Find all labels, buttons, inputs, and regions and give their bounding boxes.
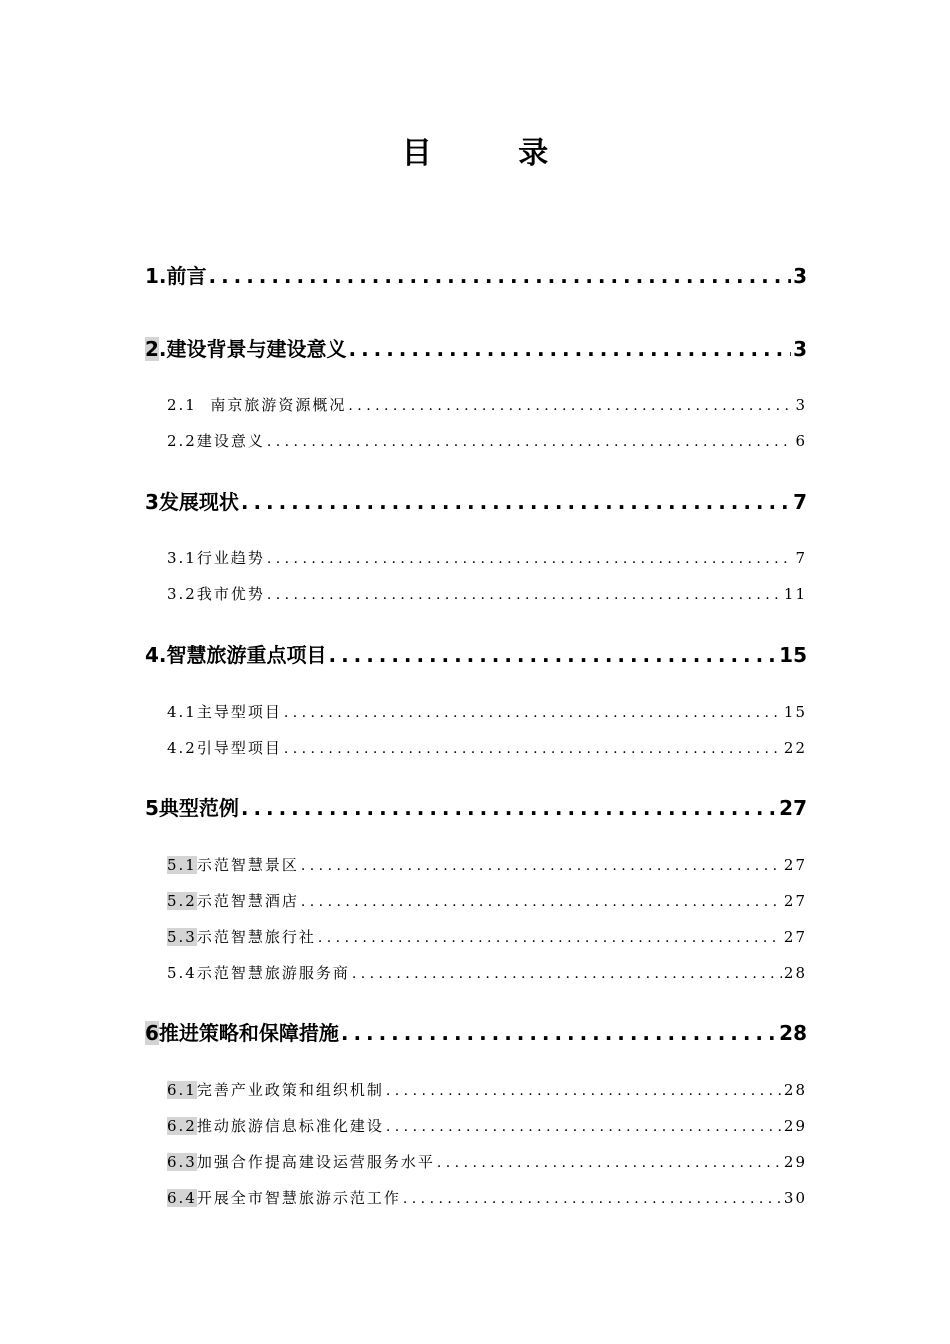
toc-entry-level2[interactable] [167,1151,807,1172]
toc-entry-title: 6.1完善产业政策和组织机制 [167,1081,384,1099]
toc-entry-page-number: 15 [779,643,807,667]
toc-entry-title: 5.1示范智慧景区 [167,856,299,874]
toc-entry-level2[interactable] [167,430,807,451]
toc-entry-page-number: 3 [795,396,807,414]
toc-leader-dots [349,337,792,361]
toc-leader-dots [352,966,782,982]
toc-leader-dots [284,741,782,757]
toc-entry-title: 3发展现状 [145,490,239,514]
toc-entry-highlighted-number: 6.4 [167,1189,197,1207]
toc-entry-level2[interactable] [167,890,807,911]
toc-entry-page-number: 27 [783,928,807,946]
toc-entry-highlighted-number: 2 [145,337,159,361]
toc-leader-dots [267,551,794,567]
toc-entry-title: 4.智慧旅游重点项目 [145,643,327,667]
toc-entry-level2[interactable] [167,1115,807,1136]
toc-entry-page-number: 6 [795,432,807,450]
toc-entry-title: 4.1主导型项目 [167,703,282,721]
toc-entry-page-number: 15 [783,703,807,721]
toc-entry-highlighted-number: 6.3 [167,1153,197,1171]
toc-leader-dots [267,587,782,603]
toc-entry-page-number: 29 [783,1153,807,1171]
toc-entry-title: 5.3示范智慧旅行社 [167,928,316,946]
toc-entry-level2[interactable] [167,701,807,722]
toc-entry-page-number: 28 [779,1021,807,1045]
toc-entry-title: 4.2引导型项目 [167,739,282,757]
toc-entry-title: 5典型范例 [145,796,239,820]
toc-leader-dots [348,398,793,414]
toc-leader-dots [284,705,782,721]
toc-entry-title: 6.2推动旅游信息标准化建设 [167,1117,384,1135]
toc-entry-level2[interactable] [167,394,807,415]
toc-entry-highlighted-number: 5.3 [167,928,197,946]
toc-entry-level1[interactable] [145,792,807,821]
toc-entry-page-number: 27 [779,796,807,820]
toc-entry-level1[interactable] [145,639,807,668]
toc-entry-level1[interactable] [145,260,807,289]
toc-entry-level2[interactable] [167,737,807,758]
toc-entry-title: 5.2示范智慧酒店 [167,892,299,910]
toc-leader-dots [241,490,791,514]
toc-entry-title: 3.1行业趋势 [167,549,265,567]
toc-entry-title: 2.2建设意义 [167,432,265,450]
toc-entry-highlighted-number: 6.2 [167,1117,197,1135]
toc-entry-highlighted-number: 6.1 [167,1081,197,1099]
toc-leader-dots [386,1119,782,1135]
toc-entry-page-number: 22 [783,739,807,757]
toc-entry-title: 3.2我市优势 [167,585,265,603]
toc-entry-page-number: 30 [783,1189,807,1207]
toc-entry-title: 2.建设背景与建设意义 [145,337,347,361]
toc-entry-page-number: 7 [793,490,807,514]
toc-entry-page-number: 11 [783,585,807,603]
toc-entry-level2[interactable] [167,1079,807,1100]
toc-entry-title: 6.4开展全市智慧旅游示范工作 [167,1189,401,1207]
page-title: 目 录 [401,136,587,171]
toc-entry-highlighted-number: 5.1 [167,856,197,874]
toc-leader-dots [437,1155,782,1171]
toc-entry-level1[interactable] [145,486,807,515]
toc-entry-page-number: 3 [793,264,807,288]
toc-leader-dots [301,858,782,874]
toc-entry-page-number: 28 [783,964,807,982]
toc-entry-title: 6.3加强合作提高建设运营服务水平 [167,1153,435,1171]
toc-leader-dots [329,643,778,667]
toc-entry-highlighted-number: 6 [145,1021,159,1045]
toc-entry-page-number: 27 [783,892,807,910]
toc-entry-title: 1.前言 [145,264,207,288]
toc-entry-page-number: 27 [783,856,807,874]
toc-leader-dots [209,264,792,288]
toc-entry-page-number: 3 [793,337,807,361]
toc-entry-level2[interactable] [167,854,807,875]
toc-leader-dots [241,796,777,820]
toc-entry-title: 6推进策略和保障措施 [145,1021,339,1045]
toc-entry-page-number: 29 [783,1117,807,1135]
toc-leader-dots [318,930,782,946]
toc-leader-dots [403,1191,782,1207]
toc-entry-level2[interactable] [167,583,807,604]
toc-entry-level2[interactable] [167,926,807,947]
toc-entry-level1[interactable] [145,333,807,362]
toc-entry-level2[interactable] [167,547,807,568]
toc-leader-dots [301,894,782,910]
toc-entry-level2[interactable] [167,962,807,983]
toc-entry-level2[interactable] [167,1187,807,1208]
toc-leader-dots [267,434,794,450]
toc-leader-dots [341,1021,777,1045]
toc-entry-title: 5.4示范智慧旅游服务商 [167,964,350,982]
toc-entry-title: 2.1 南京旅游资源概况 [167,396,347,414]
toc-entry-page-number: 7 [795,549,807,567]
toc-entry-level1[interactable] [145,1017,807,1046]
toc-leader-dots [386,1083,782,1099]
toc-entry-page-number: 28 [783,1081,807,1099]
toc-entry-highlighted-number: 5.2 [167,892,197,910]
